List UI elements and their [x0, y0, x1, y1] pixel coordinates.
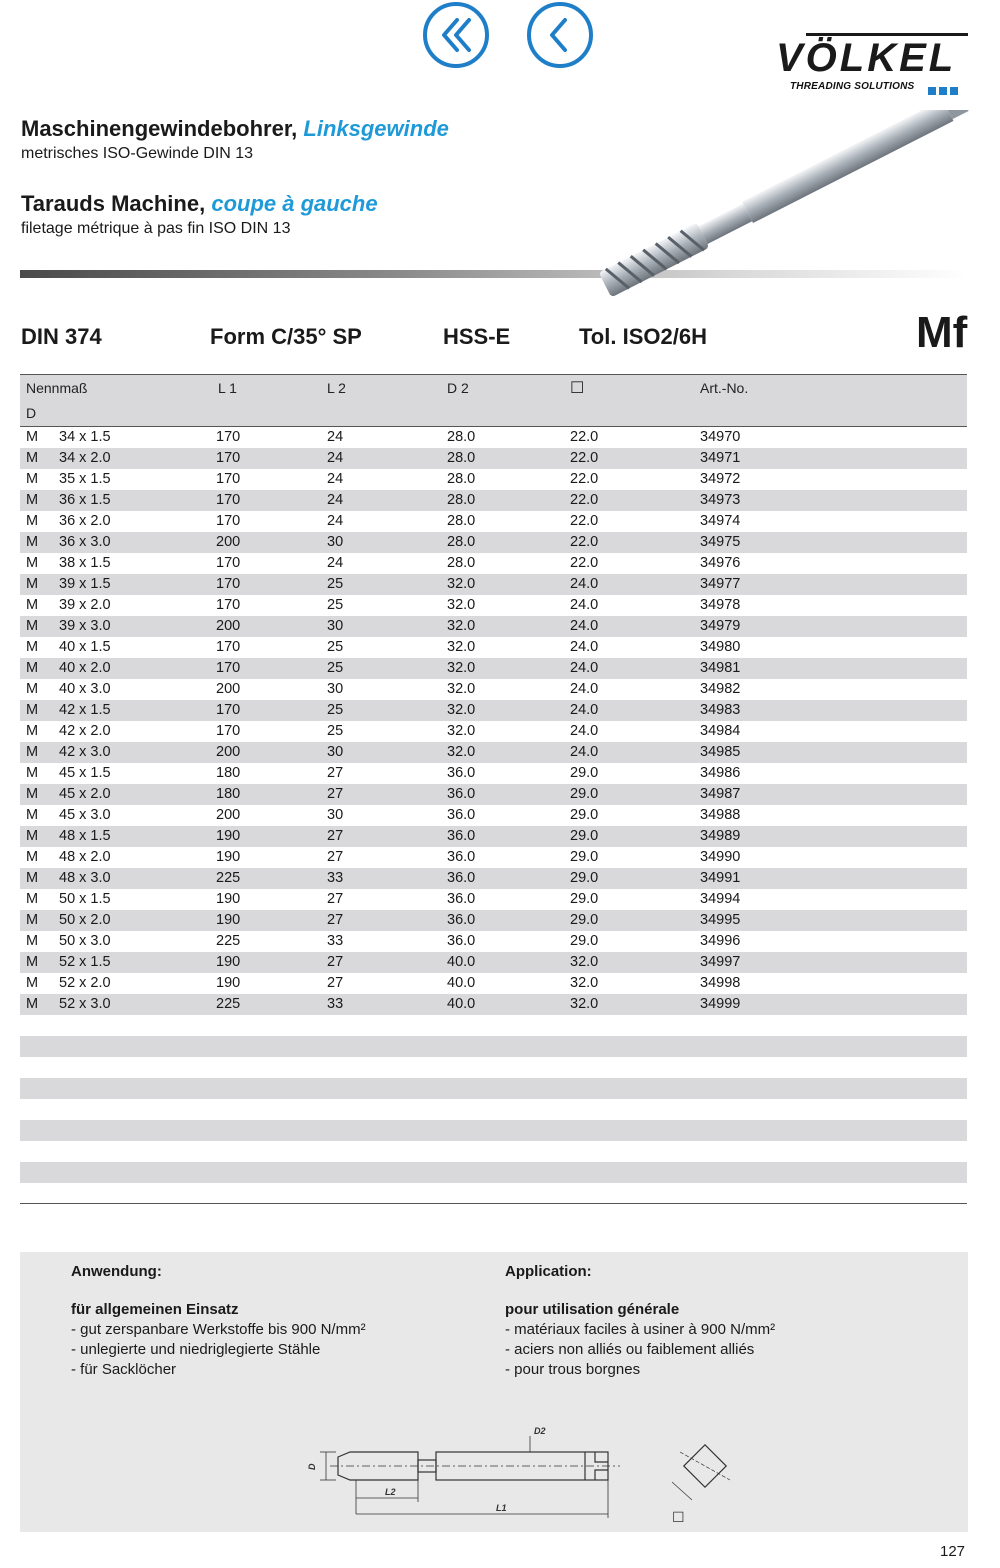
first-page-button[interactable] [423, 2, 489, 68]
header-nennmass: Nennmaß [26, 380, 88, 396]
table-row [20, 973, 967, 994]
spec-tolerance: Tol. ISO2/6H [579, 324, 707, 349]
cell-square: 24.0 [570, 660, 599, 676]
cell-square: 29.0 [570, 807, 599, 823]
cell-artno: 34978 [700, 597, 741, 613]
title-german [21, 116, 449, 142]
cell-size: 36 x 3.0 [59, 534, 111, 550]
cell-l1: 200 [216, 534, 241, 550]
cell-prefix: M [26, 471, 39, 487]
cell-d2: 36.0 [447, 870, 476, 886]
table-row [20, 700, 967, 721]
cell-l2: 30 [327, 681, 344, 697]
cell-prefix: M [26, 807, 39, 823]
table-row [20, 637, 967, 658]
cell-artno: 34989 [700, 828, 741, 844]
cell-square: 24.0 [570, 597, 599, 613]
cell-d2: 36.0 [447, 828, 476, 844]
cell-artno: 34971 [700, 450, 741, 466]
drawing-label-l1: L1 [496, 1503, 507, 1513]
cell-square: 22.0 [570, 555, 599, 571]
application-german [71, 1262, 366, 1380]
table-row [20, 616, 967, 637]
table-row [20, 784, 967, 805]
table-row-empty [20, 1078, 967, 1099]
cell-l2: 25 [327, 576, 344, 592]
table-row [20, 847, 967, 868]
cell-l2: 24 [327, 492, 344, 508]
table-row [20, 910, 967, 931]
application-french-heading: Application: [505, 1263, 592, 1280]
cell-prefix: M [26, 639, 39, 655]
cell-prefix: M [26, 744, 39, 760]
cell-l2: 27 [327, 765, 344, 781]
cell-square: 22.0 [570, 429, 599, 445]
application-german-heading: Anwendung: [71, 1263, 162, 1280]
cell-prefix: M [26, 534, 39, 550]
cell-d2: 32.0 [447, 681, 476, 697]
spec-form: Form C/35° SP [210, 324, 362, 349]
title-french-main: Tarauds Machine, [21, 191, 206, 216]
application-box [20, 1252, 968, 1532]
cell-prefix: M [26, 597, 39, 613]
cell-l1: 180 [216, 765, 241, 781]
cell-prefix: M [26, 618, 39, 634]
cell-artno: 34987 [700, 786, 741, 802]
cell-l2: 30 [327, 807, 344, 823]
cell-size: 40 x 2.0 [59, 660, 111, 676]
cell-d2: 32.0 [447, 618, 476, 634]
title-french-accent: coupe à gauche [211, 191, 378, 216]
subtitle-german: metrisches ISO-Gewinde DIN 13 [21, 145, 254, 162]
cell-size: 42 x 2.0 [59, 723, 111, 739]
cell-prefix: M [26, 891, 39, 907]
cell-artno: 34985 [700, 744, 741, 760]
cell-d2: 28.0 [447, 513, 476, 529]
cell-l1: 170 [216, 555, 241, 571]
table-row [20, 532, 967, 553]
title-french [21, 191, 378, 217]
cell-size: 34 x 2.0 [59, 450, 111, 466]
logo-dots [928, 82, 961, 100]
product-table [20, 374, 967, 1204]
cell-artno: 34991 [700, 870, 741, 886]
table-row [20, 490, 967, 511]
table-row [20, 658, 967, 679]
cell-square: 29.0 [570, 765, 599, 781]
spec-thread-type: Mf [916, 308, 968, 357]
cell-square: 29.0 [570, 849, 599, 865]
cell-prefix: M [26, 723, 39, 739]
application-french [505, 1262, 775, 1380]
cell-square: 22.0 [570, 450, 599, 466]
cell-artno: 34990 [700, 849, 741, 865]
cell-artno: 34999 [700, 996, 741, 1012]
table-row [20, 511, 967, 532]
cell-artno: 34975 [700, 534, 741, 550]
cell-artno: 34976 [700, 555, 741, 571]
table-row-empty [20, 1015, 967, 1036]
cell-artno: 34996 [700, 933, 741, 949]
cell-l2: 33 [327, 870, 344, 886]
cell-l1: 190 [216, 828, 241, 844]
cell-size: 36 x 2.0 [59, 513, 111, 529]
cell-l1: 170 [216, 576, 241, 592]
cell-artno: 34998 [700, 975, 741, 991]
header-artno: Art.-No. [700, 380, 749, 396]
cell-artno: 34994 [700, 891, 741, 907]
cell-l2: 25 [327, 723, 344, 739]
table-row [20, 427, 967, 448]
cell-l2: 27 [327, 786, 344, 802]
cell-l1: 200 [216, 681, 241, 697]
cell-prefix: M [26, 954, 39, 970]
cell-l1: 190 [216, 912, 241, 928]
cell-size: 50 x 3.0 [59, 933, 111, 949]
cell-l2: 30 [327, 534, 344, 550]
cell-prefix: M [26, 870, 39, 886]
cell-square: 24.0 [570, 639, 599, 655]
cell-square: 24.0 [570, 744, 599, 760]
cell-l2: 25 [327, 660, 344, 676]
table-row-empty [20, 1036, 967, 1057]
application-french-item: - aciers non alliés ou faiblement alliés [505, 1341, 755, 1358]
cell-d2: 40.0 [447, 975, 476, 991]
cell-prefix: M [26, 912, 39, 928]
cell-d2: 40.0 [447, 996, 476, 1012]
cell-l2: 30 [327, 744, 344, 760]
table-row [20, 952, 967, 973]
table-row [20, 679, 967, 700]
page-number: 127 [940, 1543, 966, 1560]
cell-size: 34 x 1.5 [59, 429, 111, 445]
cell-size: 45 x 1.5 [59, 765, 111, 781]
cell-prefix: M [26, 996, 39, 1012]
logo-tagline: THREADING SOLUTIONS [790, 81, 915, 92]
cell-square: 22.0 [570, 534, 599, 550]
cell-l1: 225 [216, 996, 241, 1012]
table-row [20, 595, 967, 616]
cell-size: 38 x 1.5 [59, 555, 111, 571]
cell-l1: 170 [216, 723, 241, 739]
cell-l1: 170 [216, 429, 241, 445]
cell-size: 35 x 1.5 [59, 471, 111, 487]
cell-l1: 190 [216, 975, 241, 991]
table-row [20, 805, 967, 826]
header-square-icon: ☐ [570, 380, 585, 397]
cell-d2: 36.0 [447, 891, 476, 907]
cell-l2: 25 [327, 702, 344, 718]
cell-l1: 225 [216, 870, 241, 886]
cell-square: 29.0 [570, 786, 599, 802]
table-row [20, 448, 967, 469]
cell-size: 45 x 2.0 [59, 786, 111, 802]
drawing-label-d: D [307, 1463, 317, 1470]
cell-d2: 28.0 [447, 429, 476, 445]
table-row [20, 574, 967, 595]
cell-l2: 27 [327, 849, 344, 865]
cell-l1: 190 [216, 849, 241, 865]
table-row-empty [20, 1162, 967, 1183]
table-row [20, 868, 967, 889]
cell-size: 48 x 1.5 [59, 828, 111, 844]
cell-artno: 34988 [700, 807, 741, 823]
cell-l1: 225 [216, 933, 241, 949]
cell-square: 22.0 [570, 513, 599, 529]
cell-l2: 33 [327, 933, 344, 949]
cell-artno: 34986 [700, 765, 741, 781]
table-bottom-line [20, 1203, 967, 1204]
cell-square: 24.0 [570, 723, 599, 739]
cell-d2: 32.0 [447, 702, 476, 718]
title-german-accent: Linksgewinde [303, 116, 449, 141]
cell-l1: 200 [216, 618, 241, 634]
cell-size: 52 x 3.0 [59, 996, 111, 1012]
cell-l2: 25 [327, 639, 344, 655]
table-row [20, 931, 967, 952]
cell-prefix: M [26, 975, 39, 991]
cell-l2: 27 [327, 975, 344, 991]
cell-prefix: M [26, 555, 39, 571]
table-row [20, 742, 967, 763]
cell-size: 40 x 1.5 [59, 639, 111, 655]
application-french-item: - matériaux faciles à usiner à 900 N/mm² [505, 1321, 776, 1338]
cell-artno: 34972 [700, 471, 741, 487]
cell-prefix: M [26, 765, 39, 781]
cell-l1: 190 [216, 891, 241, 907]
previous-page-button[interactable] [527, 2, 593, 68]
application-german-subheading: für allgemeinen Einsatz [71, 1301, 239, 1318]
cell-size: 45 x 3.0 [59, 807, 111, 823]
cell-square: 29.0 [570, 933, 599, 949]
cell-d2: 32.0 [447, 576, 476, 592]
cell-square: 32.0 [570, 975, 599, 991]
cell-prefix: M [26, 933, 39, 949]
table-body [20, 427, 967, 1183]
cell-square: 32.0 [570, 954, 599, 970]
cell-size: 42 x 3.0 [59, 744, 111, 760]
cell-artno: 34997 [700, 954, 741, 970]
cell-artno: 34995 [700, 912, 741, 928]
cell-d2: 36.0 [447, 933, 476, 949]
cell-size: 40 x 3.0 [59, 681, 111, 697]
table-row [20, 721, 967, 742]
cell-l2: 27 [327, 891, 344, 907]
cell-l2: 25 [327, 597, 344, 613]
cell-square: 32.0 [570, 996, 599, 1012]
cell-d2: 28.0 [447, 555, 476, 571]
cell-l2: 24 [327, 513, 344, 529]
cell-d2: 28.0 [447, 450, 476, 466]
cell-square: 29.0 [570, 912, 599, 928]
cell-square: 24.0 [570, 618, 599, 634]
cell-square: 29.0 [570, 828, 599, 844]
cell-d2: 28.0 [447, 471, 476, 487]
application-german-item: - gut zerspanbare Werkstoffe bis 900 N/mm² [71, 1321, 366, 1338]
cell-artno: 34977 [700, 576, 741, 592]
voelkel-logo [776, 32, 968, 94]
cell-d2: 28.0 [447, 534, 476, 550]
cell-l1: 170 [216, 597, 241, 613]
cell-l1: 170 [216, 639, 241, 655]
table-row [20, 763, 967, 784]
cell-l2: 27 [327, 954, 344, 970]
application-french-item: - pour trous borgnes [505, 1361, 641, 1378]
cell-l1: 170 [216, 492, 241, 508]
cell-d2: 32.0 [447, 597, 476, 613]
cell-l1: 200 [216, 807, 241, 823]
application-german-item: - für Sacklöcher [71, 1361, 177, 1378]
cell-artno: 34981 [700, 660, 741, 676]
cell-l1: 170 [216, 471, 241, 487]
table-row-empty [20, 1120, 967, 1141]
header-l1: L 1 [218, 380, 237, 396]
table-header [20, 374, 967, 427]
cell-artno: 34970 [700, 429, 741, 445]
cell-d2: 36.0 [447, 807, 476, 823]
cell-size: 48 x 3.0 [59, 870, 111, 886]
cell-prefix: M [26, 681, 39, 697]
cell-artno: 34980 [700, 639, 741, 655]
spec-material: HSS-E [443, 324, 511, 349]
cell-d2: 36.0 [447, 912, 476, 928]
cell-prefix: M [26, 450, 39, 466]
cell-size: 48 x 2.0 [59, 849, 111, 865]
cell-l2: 24 [327, 429, 344, 445]
logo-name: VÖLKEL [776, 36, 957, 80]
cell-d2: 36.0 [447, 765, 476, 781]
drawing-label-d2: D2 [534, 1426, 546, 1436]
cell-square: 24.0 [570, 576, 599, 592]
cell-l2: 27 [327, 828, 344, 844]
cell-prefix: M [26, 786, 39, 802]
cell-d2: 28.0 [447, 492, 476, 508]
cell-square: 22.0 [570, 471, 599, 487]
application-german-item: - unlegierte und niedriglegierte Stähle [71, 1341, 321, 1358]
cell-l2: 24 [327, 555, 344, 571]
cell-prefix: M [26, 702, 39, 718]
drawing-square-icon: ☐ [672, 1509, 685, 1525]
cell-size: 39 x 1.5 [59, 576, 111, 592]
cell-l1: 180 [216, 786, 241, 802]
cell-prefix: M [26, 828, 39, 844]
table-row [20, 994, 967, 1015]
table-row-empty [20, 1099, 967, 1120]
cell-l1: 170 [216, 513, 241, 529]
chevron-left-icon [531, 6, 589, 64]
cell-artno: 34982 [700, 681, 741, 697]
cell-d2: 32.0 [447, 744, 476, 760]
cell-artno: 34983 [700, 702, 741, 718]
cell-prefix: M [26, 849, 39, 865]
cell-d2: 32.0 [447, 723, 476, 739]
subtitle-french: filetage métrique à pas fin ISO DIN 13 [21, 220, 291, 237]
cell-l1: 200 [216, 744, 241, 760]
table-row [20, 553, 967, 574]
cell-artno: 34973 [700, 492, 741, 508]
cell-prefix: M [26, 576, 39, 592]
double-chevron-left-icon [427, 6, 485, 64]
cell-prefix: M [26, 429, 39, 445]
application-french-subheading: pour utilisation générale [505, 1301, 680, 1318]
spec-din: DIN 374 [21, 324, 102, 349]
cell-square: 22.0 [570, 492, 599, 508]
cell-prefix: M [26, 513, 39, 529]
header-d: D [26, 405, 37, 421]
cell-d2: 40.0 [447, 954, 476, 970]
tap-technical-drawing [300, 1422, 760, 1532]
cell-square: 24.0 [570, 702, 599, 718]
cell-l2: 24 [327, 450, 344, 466]
cell-l2: 27 [327, 912, 344, 928]
cell-square: 29.0 [570, 891, 599, 907]
cell-square: 29.0 [570, 870, 599, 886]
cell-artno: 34979 [700, 618, 741, 634]
cell-size: 39 x 3.0 [59, 618, 111, 634]
cell-l1: 170 [216, 450, 241, 466]
cell-l2: 24 [327, 471, 344, 487]
table-row [20, 889, 967, 910]
cell-size: 52 x 1.5 [59, 954, 111, 970]
cell-l1: 170 [216, 660, 241, 676]
cell-prefix: M [26, 660, 39, 676]
cell-l2: 30 [327, 618, 344, 634]
cell-square: 24.0 [570, 681, 599, 697]
table-row-empty [20, 1057, 967, 1078]
header-d2: D 2 [447, 380, 469, 396]
drawing-label-l2: L2 [385, 1487, 396, 1497]
table-row-empty [20, 1141, 967, 1162]
cell-d2: 36.0 [447, 849, 476, 865]
cell-size: 50 x 2.0 [59, 912, 111, 928]
cell-l1: 190 [216, 954, 241, 970]
cell-d2: 36.0 [447, 786, 476, 802]
table-row [20, 826, 967, 847]
cell-d2: 32.0 [447, 639, 476, 655]
cell-l1: 170 [216, 702, 241, 718]
cell-artno: 34984 [700, 723, 741, 739]
header-l2: L 2 [327, 380, 346, 396]
title-german-main: Maschinengewindebohrer, [21, 116, 298, 141]
cell-d2: 32.0 [447, 660, 476, 676]
cell-size: 42 x 1.5 [59, 702, 111, 718]
table-row [20, 469, 967, 490]
tap-tool-image [585, 110, 980, 310]
cell-size: 52 x 2.0 [59, 975, 111, 991]
cell-l2: 33 [327, 996, 344, 1012]
cell-artno: 34974 [700, 513, 741, 529]
cell-size: 39 x 2.0 [59, 597, 111, 613]
cell-size: 36 x 1.5 [59, 492, 111, 508]
cell-prefix: M [26, 492, 39, 508]
cell-size: 50 x 1.5 [59, 891, 111, 907]
